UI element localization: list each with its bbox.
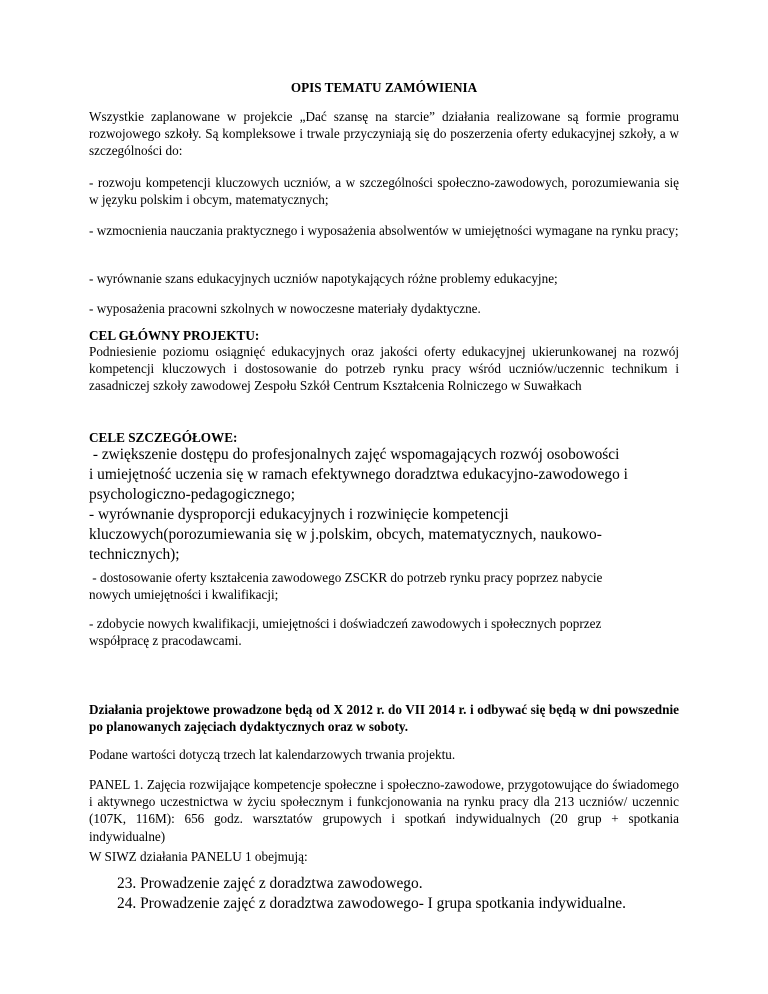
specific-goal-item — [89, 569, 709, 603]
specific-goals-heading: CELE SZCZEGÓŁOWE: — [89, 430, 238, 445]
schedule-paragraph: Działania projektowe prowadzone będą od X 2012 r. do VII 2014 r. i odbywać się będą w dni powszednie po planowanych zajęciach dydaktycznych oraz w soboty. — [89, 702, 679, 735]
numbered-list — [117, 874, 717, 914]
values-note: Podane wartości dotyczą trzech lat kalendarzowych trwania projektu. — [89, 747, 456, 762]
goal-line: i umiejętność uczenia się w ramach efektywnego doradztwa edukacyjno-zawodowego i — [89, 466, 628, 483]
goal-line: technicznych); — [89, 546, 180, 563]
goal-item-line: - zdobycie nowych kwalifikacji, umiejętności i doświadczeń zawodowych i społecznych poprzez — [89, 616, 602, 631]
goal-line: psychologiczno-pedagogicznego; — [89, 486, 295, 503]
siwz-paragraph: W SIWZ działania PANELU 1 obejmują: — [89, 849, 308, 864]
intro-bullet: - wyposażenia pracowni szkolnych w nowoczesne materiały dydaktyczne. — [89, 301, 481, 316]
intro-bullet: - wzmocnienia nauczania praktycznego i wyposażenia absolwentów w umiejętności wymagane na rynku pracy; — [89, 223, 679, 238]
goal-line: - zwiększenie dostępu do profesjonalnych zajęć wspomagających rozwój osobowości — [89, 446, 620, 463]
goal-item-line: współpracę z pracodawcami. — [89, 633, 242, 649]
goal-item-line: - dostosowanie oferty kształcenia zawodowego ZSCKR do potrzeb rynku pracy poprzez nabycie — [89, 570, 603, 585]
specific-goal-item — [89, 615, 709, 649]
main-goal-text: Podniesienie poziomu osiągnięć edukacyjnych oraz jakości oferty edukacyjnej ukierunkowanej na rozwój kompetencji kluczowych i dostosowanie do potrzeb rynku pracy wśród uczniów/uczennic technikum i zasadniczej szkoły zawodowej Zespołu Szkół Centrum Kształcenia Rolniczego w Suwałkach — [89, 344, 679, 394]
intro-bullet: - wyrównanie szans edukacyjnych uczniów napotykających różne problemy edukacyjne; — [89, 271, 558, 286]
intro-bullet: - rozwoju kompetencji kluczowych uczniów, a w szczególności społeczno-zawodowych, porozumiewania się w języku polskim i obcym, matematycznych; — [89, 175, 679, 208]
goal-item-line: nowych umiejętności i kwalifikacji; — [89, 587, 279, 603]
main-goal-heading: CEL GŁÓWNY PROJEKTU: — [89, 328, 260, 343]
list-item: 24. Prowadzenie zajęć z doradztwa zawodowego- I grupa spotkania indywidualne. — [117, 895, 626, 912]
goal-line: kluczowych(porozumiewania się w j.polskim, obcych, matematycznych, naukowo- — [89, 526, 602, 543]
document-title: OPIS TEMATU ZAMÓWIENIA — [290, 80, 478, 95]
list-item: 23. Prowadzenie zajęć z doradztwa zawodowego. — [117, 875, 423, 892]
intro-paragraph: Wszystkie zaplanowane w projekcie „Dać szansę na starcie” działania realizowane są formie programu rozwojowego szkoły. Są kompleksowe i trwale przyczyniają się do poszerzenia oferty edukacyjnej szkoły, a w szczególności do: — [89, 109, 679, 159]
panel-1-paragraph: PANEL 1. Zajęcia rozwijające kompetencje społeczne i społeczno-zawodowe, przygotowujące do świadomego i aktywnego uczestnictwa w życiu społecznym i funkcjonowania na rynku pracy dla 213 uczniów/ uczennic (107K, 116M): 656 godz. warsztatów grupowych i spotkań indywidualnych (20 grup + spotkania indywidualne) — [89, 777, 679, 844]
goal-line: - wyrównanie dysproporcji edukacyjnych i rozwinięcie kompetencji — [89, 506, 509, 523]
specific-goals-large — [89, 445, 709, 565]
